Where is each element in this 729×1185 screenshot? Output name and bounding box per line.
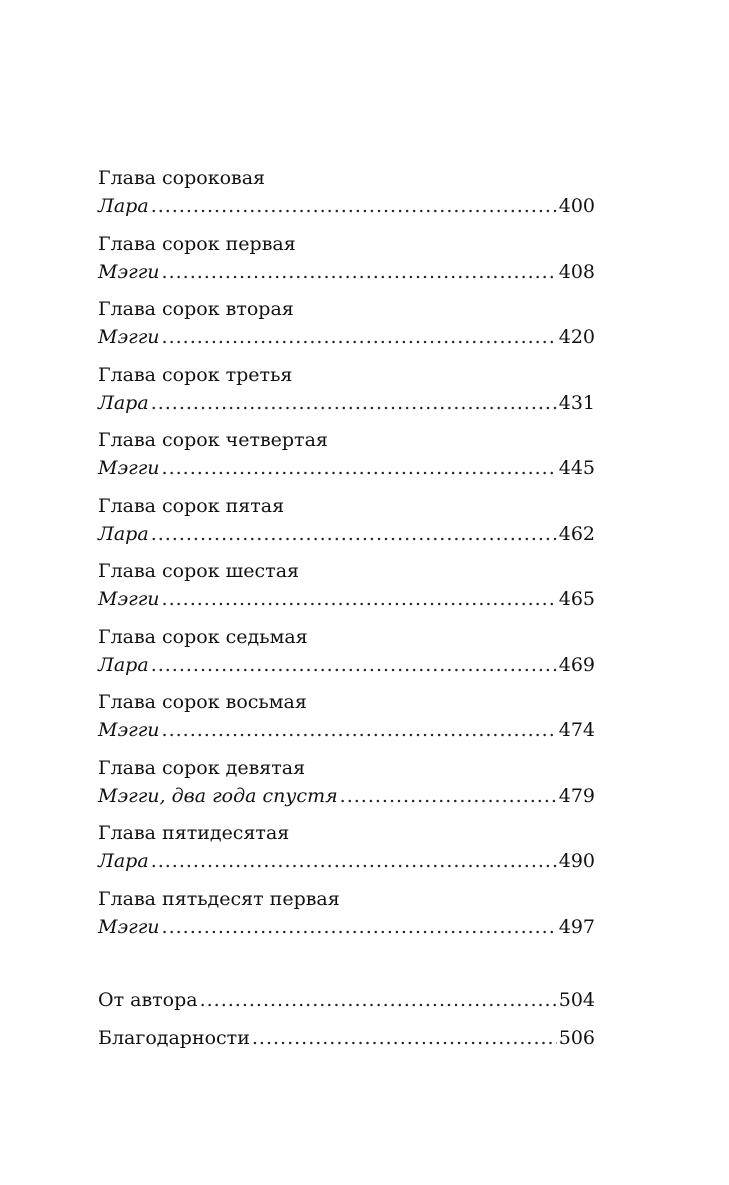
chapter-title: Глава сорок седьмая <box>98 625 308 648</box>
toc-entry-author-note <box>98 986 595 1024</box>
toc-chapter <box>98 754 595 820</box>
toc-entry <box>98 323 595 351</box>
chapter-narrator: Лара <box>98 391 149 414</box>
toc-chapter <box>98 688 595 754</box>
page-number: 431 <box>558 391 595 414</box>
page-number: 504 <box>558 989 595 1011</box>
toc-entry-acknowledgements <box>98 1024 595 1062</box>
toc-entry <box>98 585 595 613</box>
dot-leader <box>151 389 557 417</box>
dot-leader <box>151 192 557 220</box>
chapter-title: Глава сорок восьмая <box>98 691 307 713</box>
page-number: 469 <box>558 653 595 676</box>
toc-entry <box>98 258 595 286</box>
table-of-contents <box>98 164 595 950</box>
dot-leader <box>151 847 557 875</box>
author-note-label: От автора <box>98 989 198 1011</box>
page-number: 400 <box>558 195 595 217</box>
chapter-narrator: Мэгги <box>98 457 160 479</box>
toc-chapter <box>98 295 595 361</box>
acknowledgements-label: Благодарности <box>98 1027 250 1049</box>
toc-back-matter <box>98 986 595 1062</box>
chapter-narrator: Лара <box>98 522 149 545</box>
chapter-title: Глава пятидесятая <box>98 822 290 844</box>
toc-chapter <box>98 885 595 951</box>
dot-leader <box>252 1024 557 1052</box>
dot-leader <box>200 986 557 1014</box>
chapter-title: Глава сорок первая <box>98 232 296 255</box>
page-number: 474 <box>558 719 595 741</box>
page-number: 462 <box>558 522 595 545</box>
page-number: 465 <box>558 588 595 610</box>
toc-entry <box>98 192 595 220</box>
dot-leader <box>162 585 557 613</box>
page-number: 408 <box>558 260 595 283</box>
chapter-narrator: Мэгги <box>98 719 160 741</box>
toc-chapter <box>98 623 595 689</box>
toc-entry <box>98 847 595 875</box>
chapter-title: Глава пятьдесят первая <box>98 887 340 910</box>
chapter-narrator: Лара <box>98 195 149 217</box>
chapter-title: Глава сороковая <box>98 167 266 189</box>
page-number: 420 <box>558 326 595 348</box>
dot-leader <box>162 913 557 941</box>
chapter-title: Глава сорок четвертая <box>98 429 328 451</box>
toc-entry <box>98 520 595 548</box>
dot-leader <box>151 651 557 679</box>
toc-chapter <box>98 230 595 296</box>
chapter-title: Глава сорок пятая <box>98 494 285 517</box>
dot-leader <box>162 258 557 286</box>
dot-leader <box>151 520 557 548</box>
toc-chapter <box>98 426 595 492</box>
dot-leader <box>162 454 557 482</box>
chapter-narrator: Мэгги <box>98 260 160 283</box>
toc-chapter <box>98 819 595 885</box>
chapter-narrator: Лара <box>98 850 149 872</box>
toc-entry <box>98 389 595 417</box>
chapter-title: Глава сорок девятая <box>98 756 306 779</box>
toc-entry <box>98 782 595 810</box>
page-number: 445 <box>558 457 595 479</box>
chapter-narrator: Мэгги <box>98 326 160 348</box>
toc-entry <box>98 651 595 679</box>
chapter-title: Глава сорок вторая <box>98 298 294 320</box>
dot-leader <box>162 323 557 351</box>
toc-entry <box>98 454 595 482</box>
chapter-narrator: Мэгги <box>98 915 160 938</box>
page-number: 490 <box>558 850 595 872</box>
toc-entry <box>98 913 595 941</box>
toc-chapter <box>98 557 595 623</box>
toc-chapter <box>98 492 595 558</box>
page-number: 506 <box>558 1027 595 1049</box>
chapter-title: Глава сорок третья <box>98 363 293 386</box>
chapter-narrator: Лара <box>98 653 149 676</box>
chapter-narrator: Мэгги, два года спустя <box>98 784 338 807</box>
chapter-title: Глава сорок шестая <box>98 560 300 582</box>
page-number: 497 <box>558 915 595 938</box>
toc-chapter <box>98 361 595 427</box>
dot-leader <box>162 716 557 744</box>
chapter-narrator: Мэгги <box>98 588 160 610</box>
page-number: 479 <box>558 784 595 807</box>
dot-leader <box>340 782 557 810</box>
toc-entry <box>98 716 595 744</box>
toc-chapter <box>98 164 595 230</box>
